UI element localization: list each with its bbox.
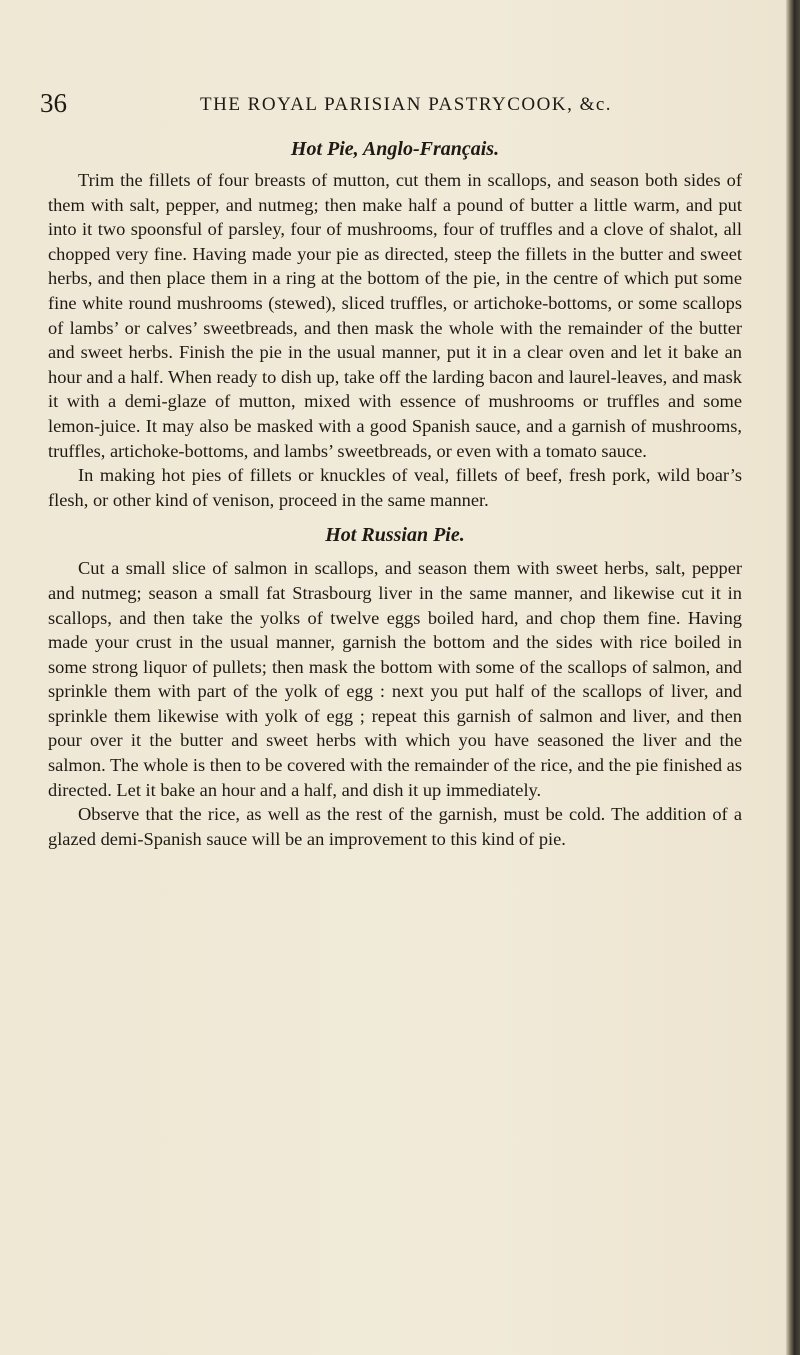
recipe-section (48, 522, 742, 851)
page-header (40, 88, 740, 128)
paragraph: In making hot pies of fillets or knuckles of veal, fillets of beef, fresh pork, wild boar’s flesh, or other kind of venison, proceed in the same manner. (48, 465, 742, 510)
paragraph: Trim the fillets of four breasts of mutton, cut them in scallops, and season both sides of them with salt, pepper, and nutmeg; then make half a pound of butter a little warm, and put into it two spoonsful of parsley, four of mushrooms, four of truffles and a clove of shalot, all chopped very fine. Having made your pie as directed, steep the fillets in the butter and sweet herbs, and then place them in a ring at the bottom of the pie, in the centre of which put some fine white round mushrooms (stewed), sliced truffles, or artichoke-bottoms, or some scallops of lambs’ or calves’ sweetbreads, and then mask the whole with the remainder of the butter and sweet herbs. Finish the pie in the usual manner, put it in a clear oven and let it bake an hour and a half. When ready to dish up, take off the larding bacon and laurel-leaves, and mask it with a demi-glaze of mutton, mixed with essence of mushrooms or truffles and some lemon-juice. It may also be masked with a good Spanish sauce, and a garnish of mushrooms, truffles, artichoke-bottoms, and lambs’ sweetbreads, or even with a tomato sauce. (48, 170, 742, 461)
running-head: THE ROYAL PARISIAN PASTRYCOOK, &c. (200, 94, 613, 115)
page-content (48, 136, 742, 851)
page-number: 36 (40, 88, 67, 118)
paragraph: Cut a small slice of salmon in scallops, and season them with sweet herbs, salt, pepper and nutmeg; season a small fat Strasbourg liver in the same manner, and likewise cut it in scallops, and then take the yolks of twelve eggs boiled hard, and chop them fine. Having made your crust in the usual manner, garnish the bottom and the sides with rice boiled in some strong liquor of pullets; then mask the bottom with some of the scallops of salmon, and sprinkle them with part of the yolk of egg : next you put half of the scallops of liver, and sprinkle them likewise with yolk of egg ; repeat this garnish of salmon and liver, and then pour over it the butter and sweet herbs with which you have seasoned the liver and the salmon. The whole is then to be covered with the remainder of the rice, and the pie finished as directed. Let it bake an hour and a half, and dish it up immediately. (48, 558, 742, 800)
paragraph: Observe that the rice, as well as the rest of the garnish, must be cold. The addition of a glazed demi-Spanish sauce will be an improvement to this kind of pie. (48, 804, 742, 849)
page-binding-edge (786, 0, 800, 1355)
section-title: Hot Russian Pie. (325, 524, 465, 547)
recipe-section (48, 136, 742, 512)
section-title: Hot Pie, Anglo-Français. (290, 138, 500, 160)
